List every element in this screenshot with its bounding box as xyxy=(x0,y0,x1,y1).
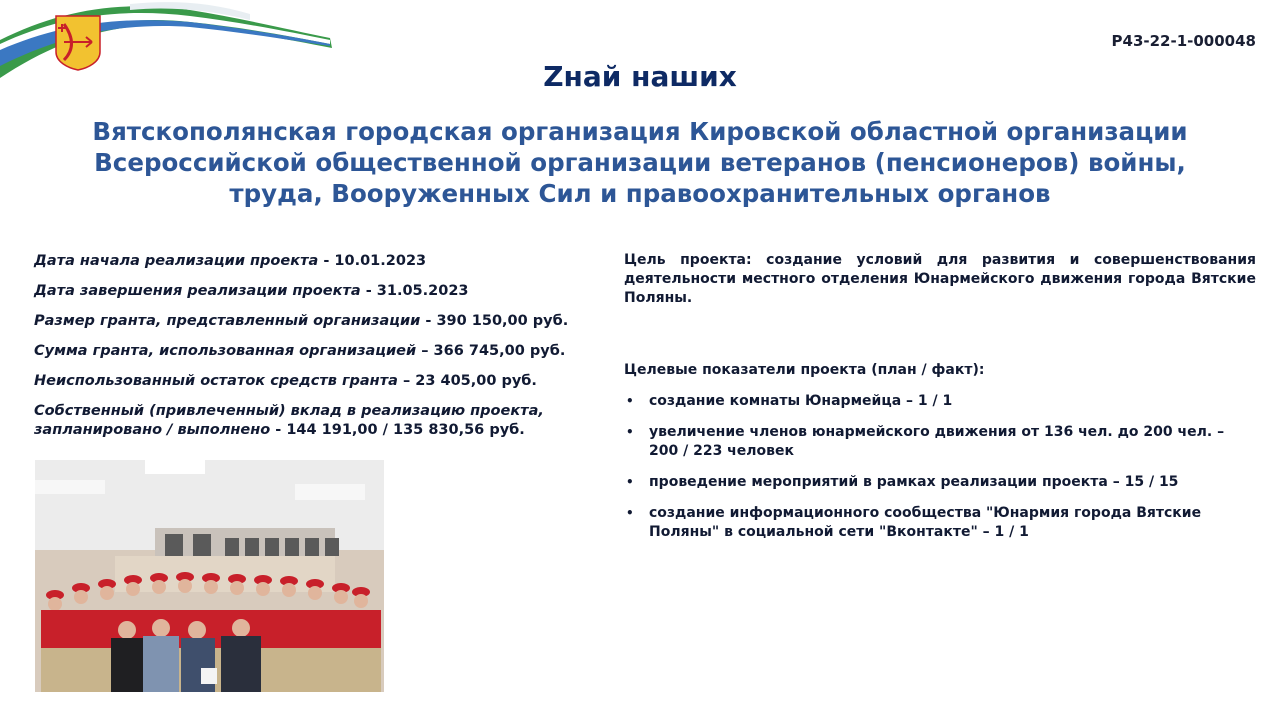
list-item: • создание комнаты Юнармейца – 1 / 1 xyxy=(626,393,953,409)
fact-own-contribution: Собственный (привлеченный) вклад в реализацию проекта, запланировано / выполнено - 144 191,00 / 135 830,56 руб. xyxy=(34,403,544,438)
organization-title xyxy=(40,116,1240,209)
page-title: Zнай наших xyxy=(543,60,737,93)
group-photo xyxy=(35,460,384,692)
indicators-title: Целевые показатели проекта (план / факт): xyxy=(624,362,985,378)
bullet-icon: • xyxy=(626,394,634,408)
list-item: • проведение мероприятий в рамках реализации проекта – 15 / 15 xyxy=(626,474,1179,490)
project-facts xyxy=(34,252,614,451)
bullet-icon: • xyxy=(626,475,634,489)
fact-end-date: Дата завершения реализации проекта - 31.05.2023 xyxy=(34,283,469,299)
fact-grant-size: Размер гранта, представленный организации - 390 150,00 руб. xyxy=(34,313,569,329)
project-goals xyxy=(624,251,1256,554)
project-code: Р43-22-1-000048 xyxy=(1111,32,1256,50)
organization-title-line: Вятскополянская городская организация Кировской областной организации xyxy=(92,117,1188,146)
bullet-icon: • xyxy=(626,506,634,520)
fact-start-date: Дата начала реализации проекта - 10.01.2023 xyxy=(34,253,427,269)
organization-title-line: Всероссийской общественной организации ветеранов (пенсионеров) войны, xyxy=(94,148,1186,177)
fact-grant-remainder: Неиспользованный остаток средств гранта – 23 405,00 руб. xyxy=(34,373,537,389)
bullet-icon: • xyxy=(626,425,634,439)
fact-grant-used: Сумма гранта, использованная организацией – 366 745,00 руб. xyxy=(34,343,566,359)
organization-title-line: труда, Вооруженных Сил и правоохранительных органов xyxy=(229,179,1051,208)
project-goal: Цель проекта: создание условий для развития и совершенствования деятельности местного отделения Юнармейского движения города Вятские Поляны. xyxy=(624,252,1256,306)
list-item: • создание информационного сообщества "Юнармия города Вятские Поляны" в социальной сети "Вконтакте" – 1 / 1 xyxy=(626,505,1202,540)
list-item: • увеличение членов юнармейского движения от 136 чел. до 200 чел. – 200 / 223 человек xyxy=(626,424,1225,459)
indicators-list xyxy=(624,392,1256,542)
